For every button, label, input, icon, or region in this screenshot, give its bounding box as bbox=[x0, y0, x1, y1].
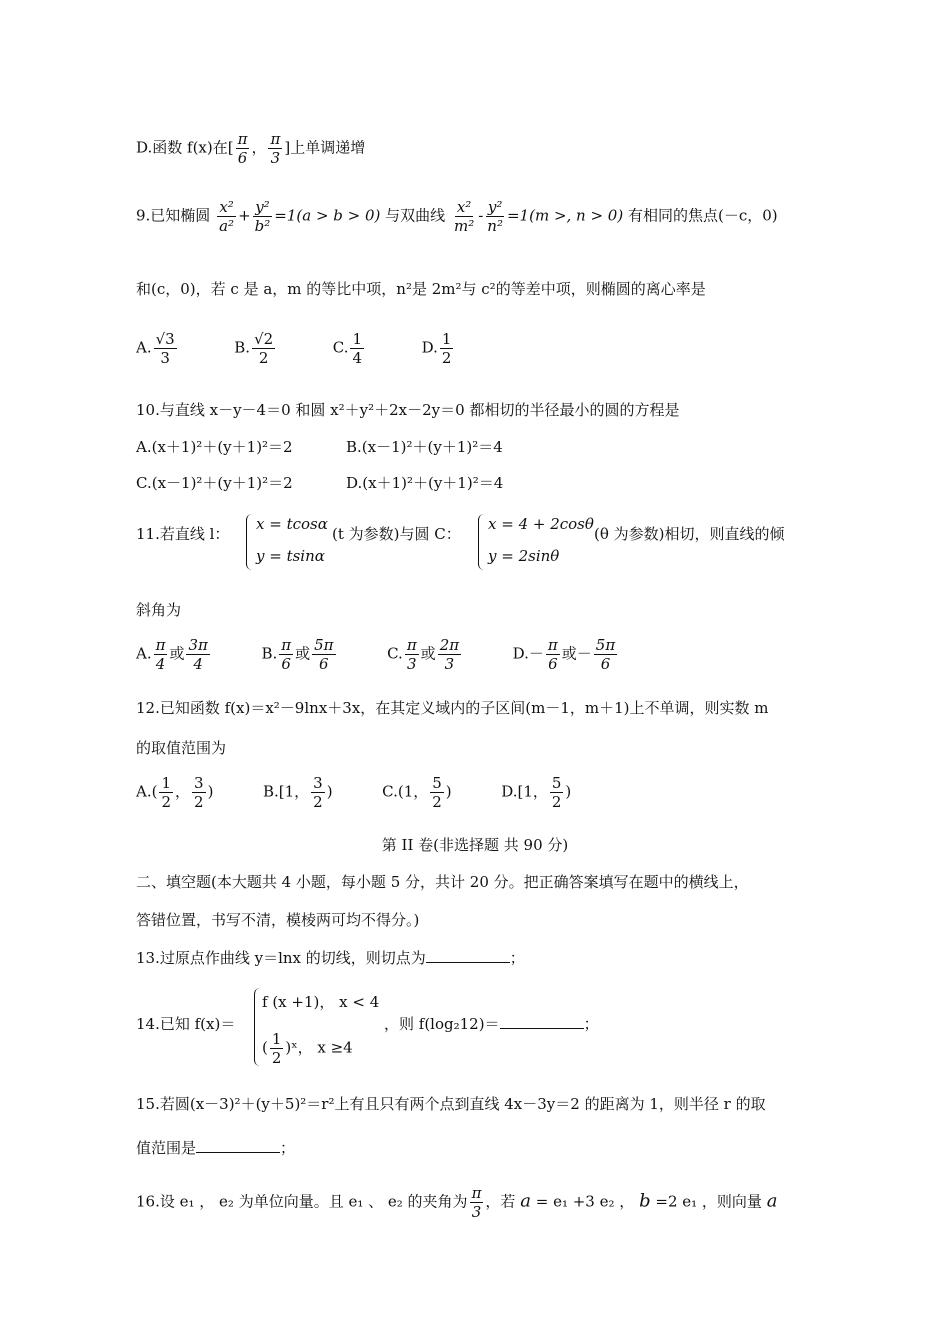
q9-hyper-cond: =1(m >, n > 0) bbox=[506, 206, 624, 225]
frac-den: 6 bbox=[319, 655, 329, 673]
q15-stem-line2 bbox=[136, 1138, 295, 1158]
frac-num: y² bbox=[487, 198, 503, 216]
frac-num: √3 bbox=[155, 330, 175, 348]
frac-den: 6 bbox=[237, 149, 248, 167]
frac-den: 2 bbox=[313, 793, 323, 811]
frac-num: π bbox=[155, 636, 166, 654]
q10-option-d: D.(x＋1)²＋(y＋1)²＝4 bbox=[346, 474, 504, 492]
q12-sep: ， bbox=[175, 782, 191, 801]
frac bbox=[594, 636, 617, 673]
q11-circle-x: x = 4 + 2cosθ bbox=[488, 515, 594, 533]
frac-den: 4 bbox=[193, 655, 203, 673]
q12-options bbox=[136, 774, 571, 811]
q11-options bbox=[136, 636, 619, 673]
frac bbox=[192, 774, 206, 811]
q16-a-expr: = e₁ +3 e₂ ， bbox=[535, 1192, 635, 1211]
frac-num: π bbox=[281, 636, 292, 654]
q9-opt-c-frac bbox=[350, 330, 364, 367]
frac-den: n² bbox=[487, 217, 503, 235]
frac bbox=[550, 774, 564, 811]
q8-d-frac1 bbox=[236, 130, 250, 167]
frac bbox=[279, 636, 293, 673]
q14-case2-post: )ˣ， x ≥4 bbox=[285, 1038, 353, 1057]
frac bbox=[270, 1030, 284, 1067]
frac-den: m² bbox=[453, 217, 475, 235]
q13-answer-blank[interactable] bbox=[426, 948, 510, 963]
frac bbox=[311, 774, 325, 811]
q12-opt-b-label: B.[1， bbox=[262, 782, 310, 801]
q14-suffix-line bbox=[384, 1014, 599, 1034]
q13 bbox=[136, 948, 525, 968]
q9-opt-d-label: D. bbox=[421, 338, 438, 357]
q15-line2-text: 值范围是 bbox=[136, 1139, 197, 1157]
q11-line-x: x = tcosα bbox=[256, 515, 328, 533]
frac-num: 5π bbox=[314, 636, 334, 654]
q11-prefix: 11.若直线 l： bbox=[136, 525, 230, 543]
q11-line-brace bbox=[246, 514, 253, 570]
q9-opt-c-label: C. bbox=[332, 338, 349, 357]
frac bbox=[312, 636, 335, 673]
q9-opt-b-frac bbox=[252, 330, 275, 367]
frac bbox=[405, 636, 419, 673]
frac-den: 2 bbox=[258, 349, 269, 367]
q12-opt-d-label: D.[1， bbox=[501, 782, 548, 801]
q12-end: ) bbox=[326, 782, 333, 801]
q12-opt-a-label: A.( bbox=[136, 782, 158, 801]
q8-option-d bbox=[136, 130, 365, 167]
q10-stem: 10.与直线 x－y－4＝0 和圆 x²＋y²＋2x－2y＝0 都相切的半径最小的圆的方程是 bbox=[136, 401, 680, 419]
q9-prefix: 9.已知椭圆 bbox=[136, 206, 211, 225]
frac-num: π bbox=[270, 130, 281, 148]
frac-num: 1 bbox=[441, 330, 452, 348]
q14-brace bbox=[254, 988, 261, 1066]
frac-den: 6 bbox=[281, 655, 291, 673]
frac-num: 3 bbox=[313, 774, 323, 792]
q16-mid: ，若 bbox=[485, 1192, 516, 1211]
q8-d-frac2 bbox=[268, 130, 282, 167]
q11-or: 或 bbox=[295, 644, 311, 663]
q12-stem-line2: 的取值范围为 bbox=[136, 739, 227, 757]
frac-num: π bbox=[471, 1184, 482, 1202]
q9-minus: - bbox=[478, 206, 484, 225]
frac-num: x² bbox=[456, 198, 472, 216]
q8-d-prefix: D.函数 f(x)在[ bbox=[136, 138, 234, 157]
q16-b-expr: =2 e₁ ，则向量 bbox=[655, 1192, 762, 1211]
q16-frac bbox=[470, 1184, 484, 1221]
q11-opt-d-label: D.－ bbox=[512, 644, 544, 663]
q8-d-suffix: ]上单调递增 bbox=[284, 138, 366, 157]
q9-hyper-x-frac bbox=[452, 198, 476, 235]
frac-num: π bbox=[547, 636, 558, 654]
frac-num: 1 bbox=[352, 330, 363, 348]
frac-num: x² bbox=[219, 198, 234, 216]
q9-options bbox=[136, 330, 455, 367]
frac-den: a² bbox=[219, 217, 235, 235]
frac-den: 3 bbox=[471, 1203, 482, 1221]
frac-den: 6 bbox=[600, 655, 611, 673]
frac-num: √2 bbox=[254, 330, 274, 348]
frac-den: 3 bbox=[270, 149, 281, 167]
q16-vector-a-tail: a bbox=[766, 1190, 778, 1212]
frac-num: 5π bbox=[595, 636, 616, 654]
frac-den: 3 bbox=[160, 349, 170, 367]
q8-d-sep: ， bbox=[251, 138, 267, 157]
q9-mid: 与双曲线 bbox=[385, 206, 446, 225]
q11-param1: (t 为参数)与圆 C： bbox=[332, 525, 461, 543]
q14-suffix: ，则 f(log₂12)＝ bbox=[384, 1015, 500, 1033]
q10-option-b: B.(x－1)²＋(y＋1)²＝4 bbox=[346, 438, 503, 456]
q16 bbox=[136, 1184, 777, 1221]
frac-num: y² bbox=[255, 198, 270, 216]
q11-circle-y: y = 2sinθ bbox=[488, 547, 560, 565]
q16-prefix: 16.设 e₁ ， e₂ 为单位向量。且 e₁ 、 e₂ 的夹角为 bbox=[136, 1192, 468, 1211]
q11-stem-line2: 斜角为 bbox=[136, 601, 182, 619]
frac-num: 5 bbox=[432, 774, 442, 792]
q12-opt-c-label: C.(1， bbox=[382, 782, 429, 801]
q15-answer-blank[interactable] bbox=[196, 1138, 280, 1153]
q13-end: ； bbox=[509, 949, 525, 967]
q13-text: 13.过原点作曲线 y＝lnx 的切线，则切点为 bbox=[136, 949, 426, 967]
q9-opt-a-frac bbox=[154, 330, 177, 367]
q9-ellipse-cond: =1(a > b > 0) bbox=[274, 206, 381, 225]
frac-den: 4 bbox=[155, 655, 166, 673]
q14-case2-pre: ( bbox=[262, 1038, 268, 1057]
section-title: 第 II 卷(非选择题 共 90 分) bbox=[381, 836, 569, 854]
frac-num: 2π bbox=[439, 636, 460, 654]
frac bbox=[186, 636, 209, 673]
q9-opt-a-label: A. bbox=[136, 338, 152, 357]
frac-den: 2 bbox=[194, 793, 204, 811]
q12-end: ) bbox=[565, 782, 572, 801]
frac-den: b² bbox=[254, 217, 271, 235]
frac-num: 1 bbox=[161, 774, 171, 792]
frac-num: π bbox=[406, 636, 417, 654]
q10-option-a: A.(x＋1)²＋(y＋1)²＝2 bbox=[136, 438, 293, 456]
frac-den: 3 bbox=[444, 655, 455, 673]
q9-opt-b-label: B. bbox=[234, 338, 251, 357]
q11-or: 或 bbox=[169, 644, 185, 663]
q9-ellipse-y-frac bbox=[253, 198, 273, 235]
q9-stem-line1 bbox=[136, 198, 778, 235]
q14-case2 bbox=[262, 1030, 353, 1067]
q14-case1: f (x +1)， x < 4 bbox=[262, 993, 380, 1011]
q12-end: ) bbox=[207, 782, 214, 801]
frac bbox=[159, 774, 173, 811]
frac-num: 3 bbox=[194, 774, 204, 792]
frac bbox=[154, 636, 168, 673]
frac-den: 2 bbox=[551, 793, 562, 811]
q12-stem-line1: 12.已知函数 f(x)＝x²－9lnx＋3x，在其定义域内的子区间(m－1，m＋1)上不单调，则实数 m bbox=[136, 699, 769, 717]
frac-den: 3 bbox=[406, 655, 417, 673]
q11-circle-brace bbox=[478, 514, 485, 570]
fill-instructions-line2: 答错位置，书写不清，模棱两可均不得分。) bbox=[136, 911, 420, 929]
q11-param2: (θ 为参数)相切，则直线的倾 bbox=[594, 525, 785, 543]
q14-prefix: 14.已知 f(x)＝ bbox=[136, 1015, 236, 1033]
frac bbox=[546, 636, 560, 673]
q9-hyper-y-frac bbox=[485, 198, 505, 235]
frac-den: 2 bbox=[432, 793, 442, 811]
q11-or: 或 bbox=[420, 644, 436, 663]
q16-vector-b: b bbox=[639, 1190, 651, 1212]
q11-line-y: y = tsinα bbox=[256, 547, 325, 565]
q9-ellipse-x-frac bbox=[217, 198, 236, 235]
frac-den: 6 bbox=[548, 655, 558, 673]
q10-option-c: C.(x－1)²＋(y＋1)²＝2 bbox=[136, 474, 293, 492]
q11-or: 或－ bbox=[561, 644, 592, 663]
frac-den: 2 bbox=[271, 1049, 282, 1067]
q15-stem-line1: 15.若圆(x－3)²＋(y＋5)²＝r²上有且只有两个点到直线 4x－3y＝2 的距离为 1，则半径 r 的取 bbox=[136, 1095, 766, 1113]
q16-vector-a: a bbox=[520, 1190, 531, 1212]
q11-opt-a-label: A. bbox=[136, 644, 152, 663]
q14-answer-blank[interactable] bbox=[500, 1014, 584, 1029]
frac-den: 4 bbox=[352, 349, 363, 367]
q11-opt-b-label: B. bbox=[261, 644, 278, 663]
frac-num: 5 bbox=[551, 774, 562, 792]
frac bbox=[430, 774, 444, 811]
frac-den: 2 bbox=[161, 793, 171, 811]
frac-den: 2 bbox=[441, 349, 452, 367]
frac bbox=[438, 636, 461, 673]
q9-opt-d-frac bbox=[440, 330, 454, 367]
q11-opt-c-label: C. bbox=[387, 644, 403, 663]
frac-num: π bbox=[237, 130, 248, 148]
fill-instructions-line1: 二、填空题(本大题共 4 小题，每小题 5 分，共计 20 分。把正确答案填写在题中的横线上， bbox=[136, 873, 749, 891]
q12-end: ) bbox=[445, 782, 452, 801]
q14-end: ； bbox=[583, 1015, 599, 1033]
q9-stem-line2: 和(c，0)，若 c 是 a，m 的等比中项，n²是 2m²与 c²的等差中项，则椭圆的离心率是 bbox=[136, 280, 706, 298]
q9-tail: 有相同的焦点(－c，0) bbox=[628, 206, 778, 225]
q9-plus: + bbox=[238, 206, 251, 225]
frac-num: 1 bbox=[271, 1030, 282, 1048]
q15-end: ； bbox=[280, 1139, 296, 1157]
frac-num: 3π bbox=[188, 636, 208, 654]
